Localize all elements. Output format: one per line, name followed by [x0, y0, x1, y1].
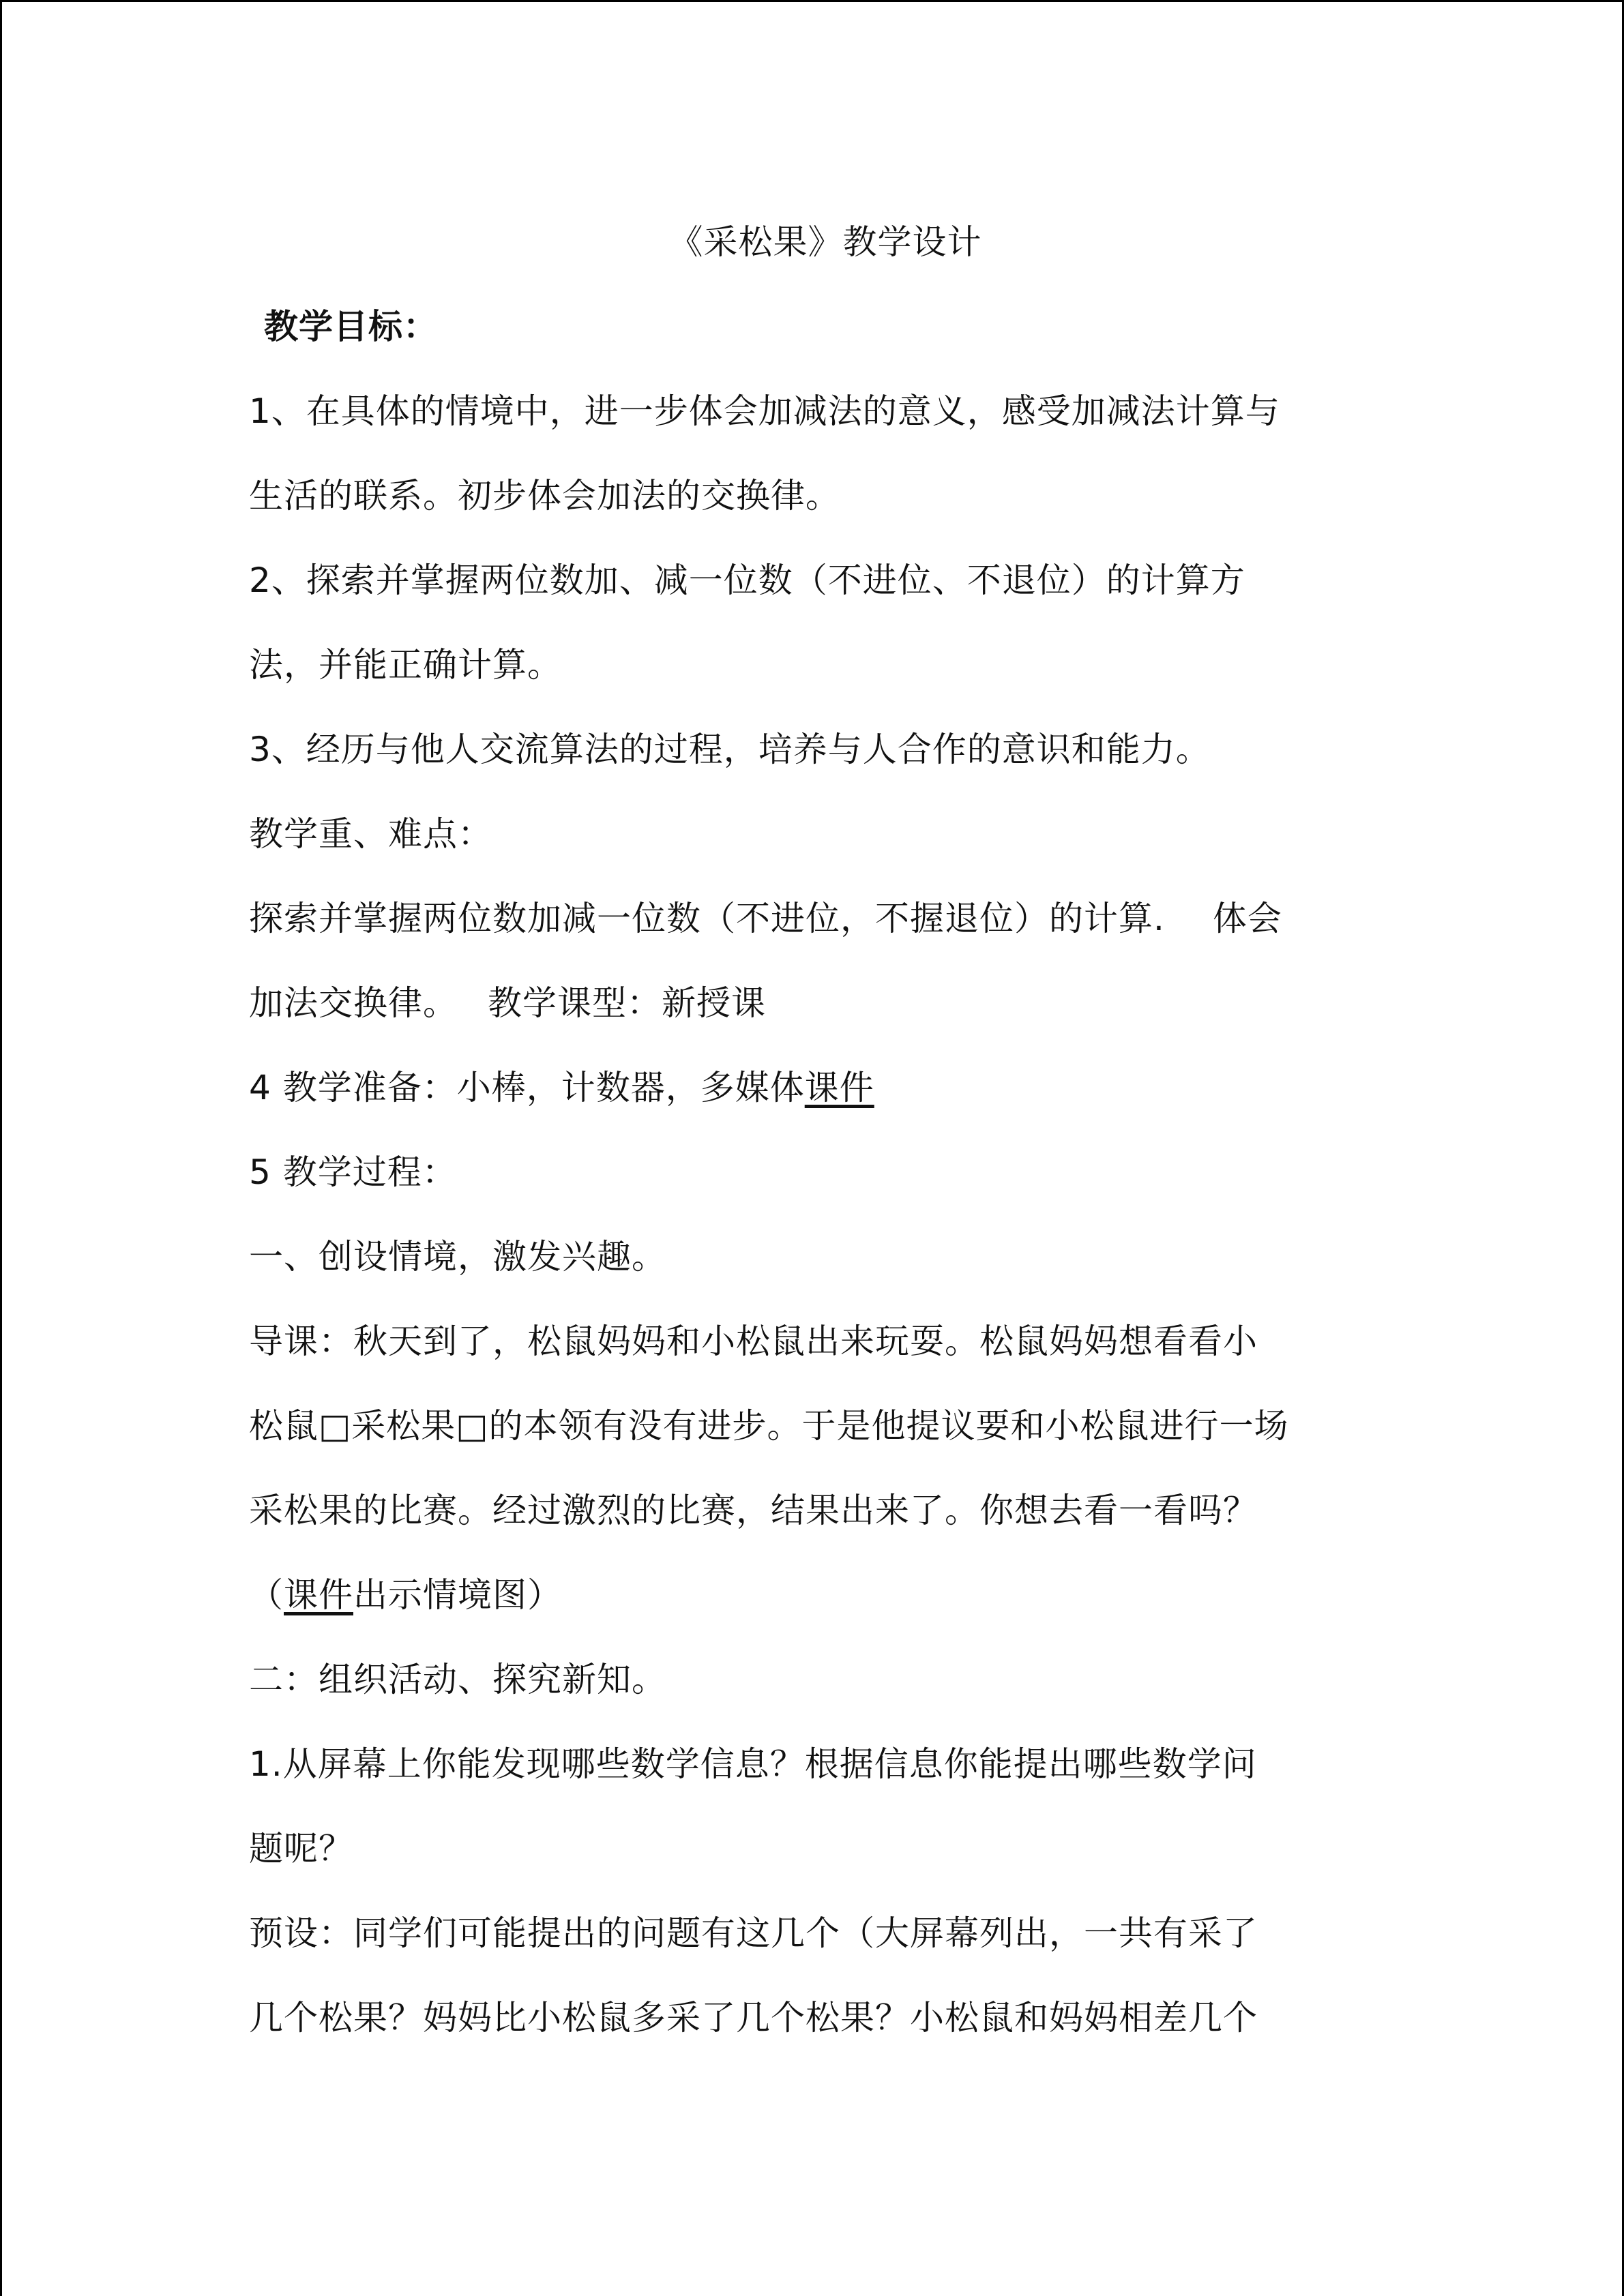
preset-line-1: 预设：同学们可能提出的问题有这几个（大屏幕列出，一共有采了: [249, 1913, 1258, 1953]
question-1-line-2: 题呢？: [249, 1829, 353, 1868]
objective-1-line-2: 生活的联系。初步体会加法的交换律。: [249, 476, 840, 516]
intro-line-3: 采松果的比赛。经过激烈的比赛，结果出来了。你想去看一看吗？: [249, 1491, 1258, 1530]
addition-commutative-law: 加法交换律。: [249, 983, 458, 1023]
section-1-heading: 一、创设情境，激发兴趣。: [249, 1237, 666, 1277]
objective-2-line-2: 法，并能正确计算。: [249, 645, 562, 685]
key-points-line-1: [249, 876, 1381, 961]
intro-line-1: 导课：秋天到了，松鼠妈妈和小松鼠出来玩耍。松鼠妈妈想看看小: [249, 1322, 1258, 1361]
section-2-heading: 二：组织活动、探究新知。: [249, 1660, 666, 1699]
key-points-tail: 体会: [1212, 899, 1282, 938]
intro-line-4: [249, 1553, 1381, 1637]
lesson-type: 教学课型：新授课: [488, 983, 766, 1023]
preset-line-2: 几个松果？妈妈比小松鼠多采了几个松果？小松鼠和妈妈相差几个: [249, 1998, 1258, 2038]
objective-1-line-1: 1、在具体的情境中，进一步体会加减法的意义，感受加减法计算与: [249, 391, 1280, 431]
intro-line-4-rest: 出示情境图）: [353, 1575, 562, 1615]
courseware-link[interactable]: 课件: [804, 1068, 874, 1107]
objective-3: 3、经历与他人交流算法的过程，培养与人合作的意识和能力。: [249, 730, 1211, 769]
question-1-line-1: 1.从屏幕上你能发现哪些数学信息？根据信息你能提出哪些数学问: [249, 1744, 1257, 1784]
teaching-preparation: [249, 1045, 1381, 1130]
intro-line-2: 松鼠□采松果□的本领有没有进步。于是他提议要和小松鼠进行一场: [249, 1406, 1289, 1446]
document-body: [249, 200, 1381, 2060]
process-heading: 5 教学过程：: [249, 1152, 457, 1192]
key-points-heading: 教学重、难点：: [249, 814, 492, 854]
document-title: 《采松果》教学设计: [668, 222, 982, 262]
courseware-link-2[interactable]: 课件: [284, 1575, 353, 1615]
intro-line-4-open: （: [249, 1575, 284, 1615]
key-points-text: 探索并掌握两位数加减一位数（不进位，不握退位）的计算.: [249, 899, 1165, 938]
preparation-text: 4 教学准备：小棒，计数器，多媒体: [249, 1068, 805, 1107]
objectives-heading: 教学目标：: [264, 307, 438, 346]
objective-2-line-1: 2、探索并掌握两位数加、减一位数（不进位、不退位）的计算方: [249, 561, 1245, 600]
key-points-line-2: [249, 961, 1381, 1045]
